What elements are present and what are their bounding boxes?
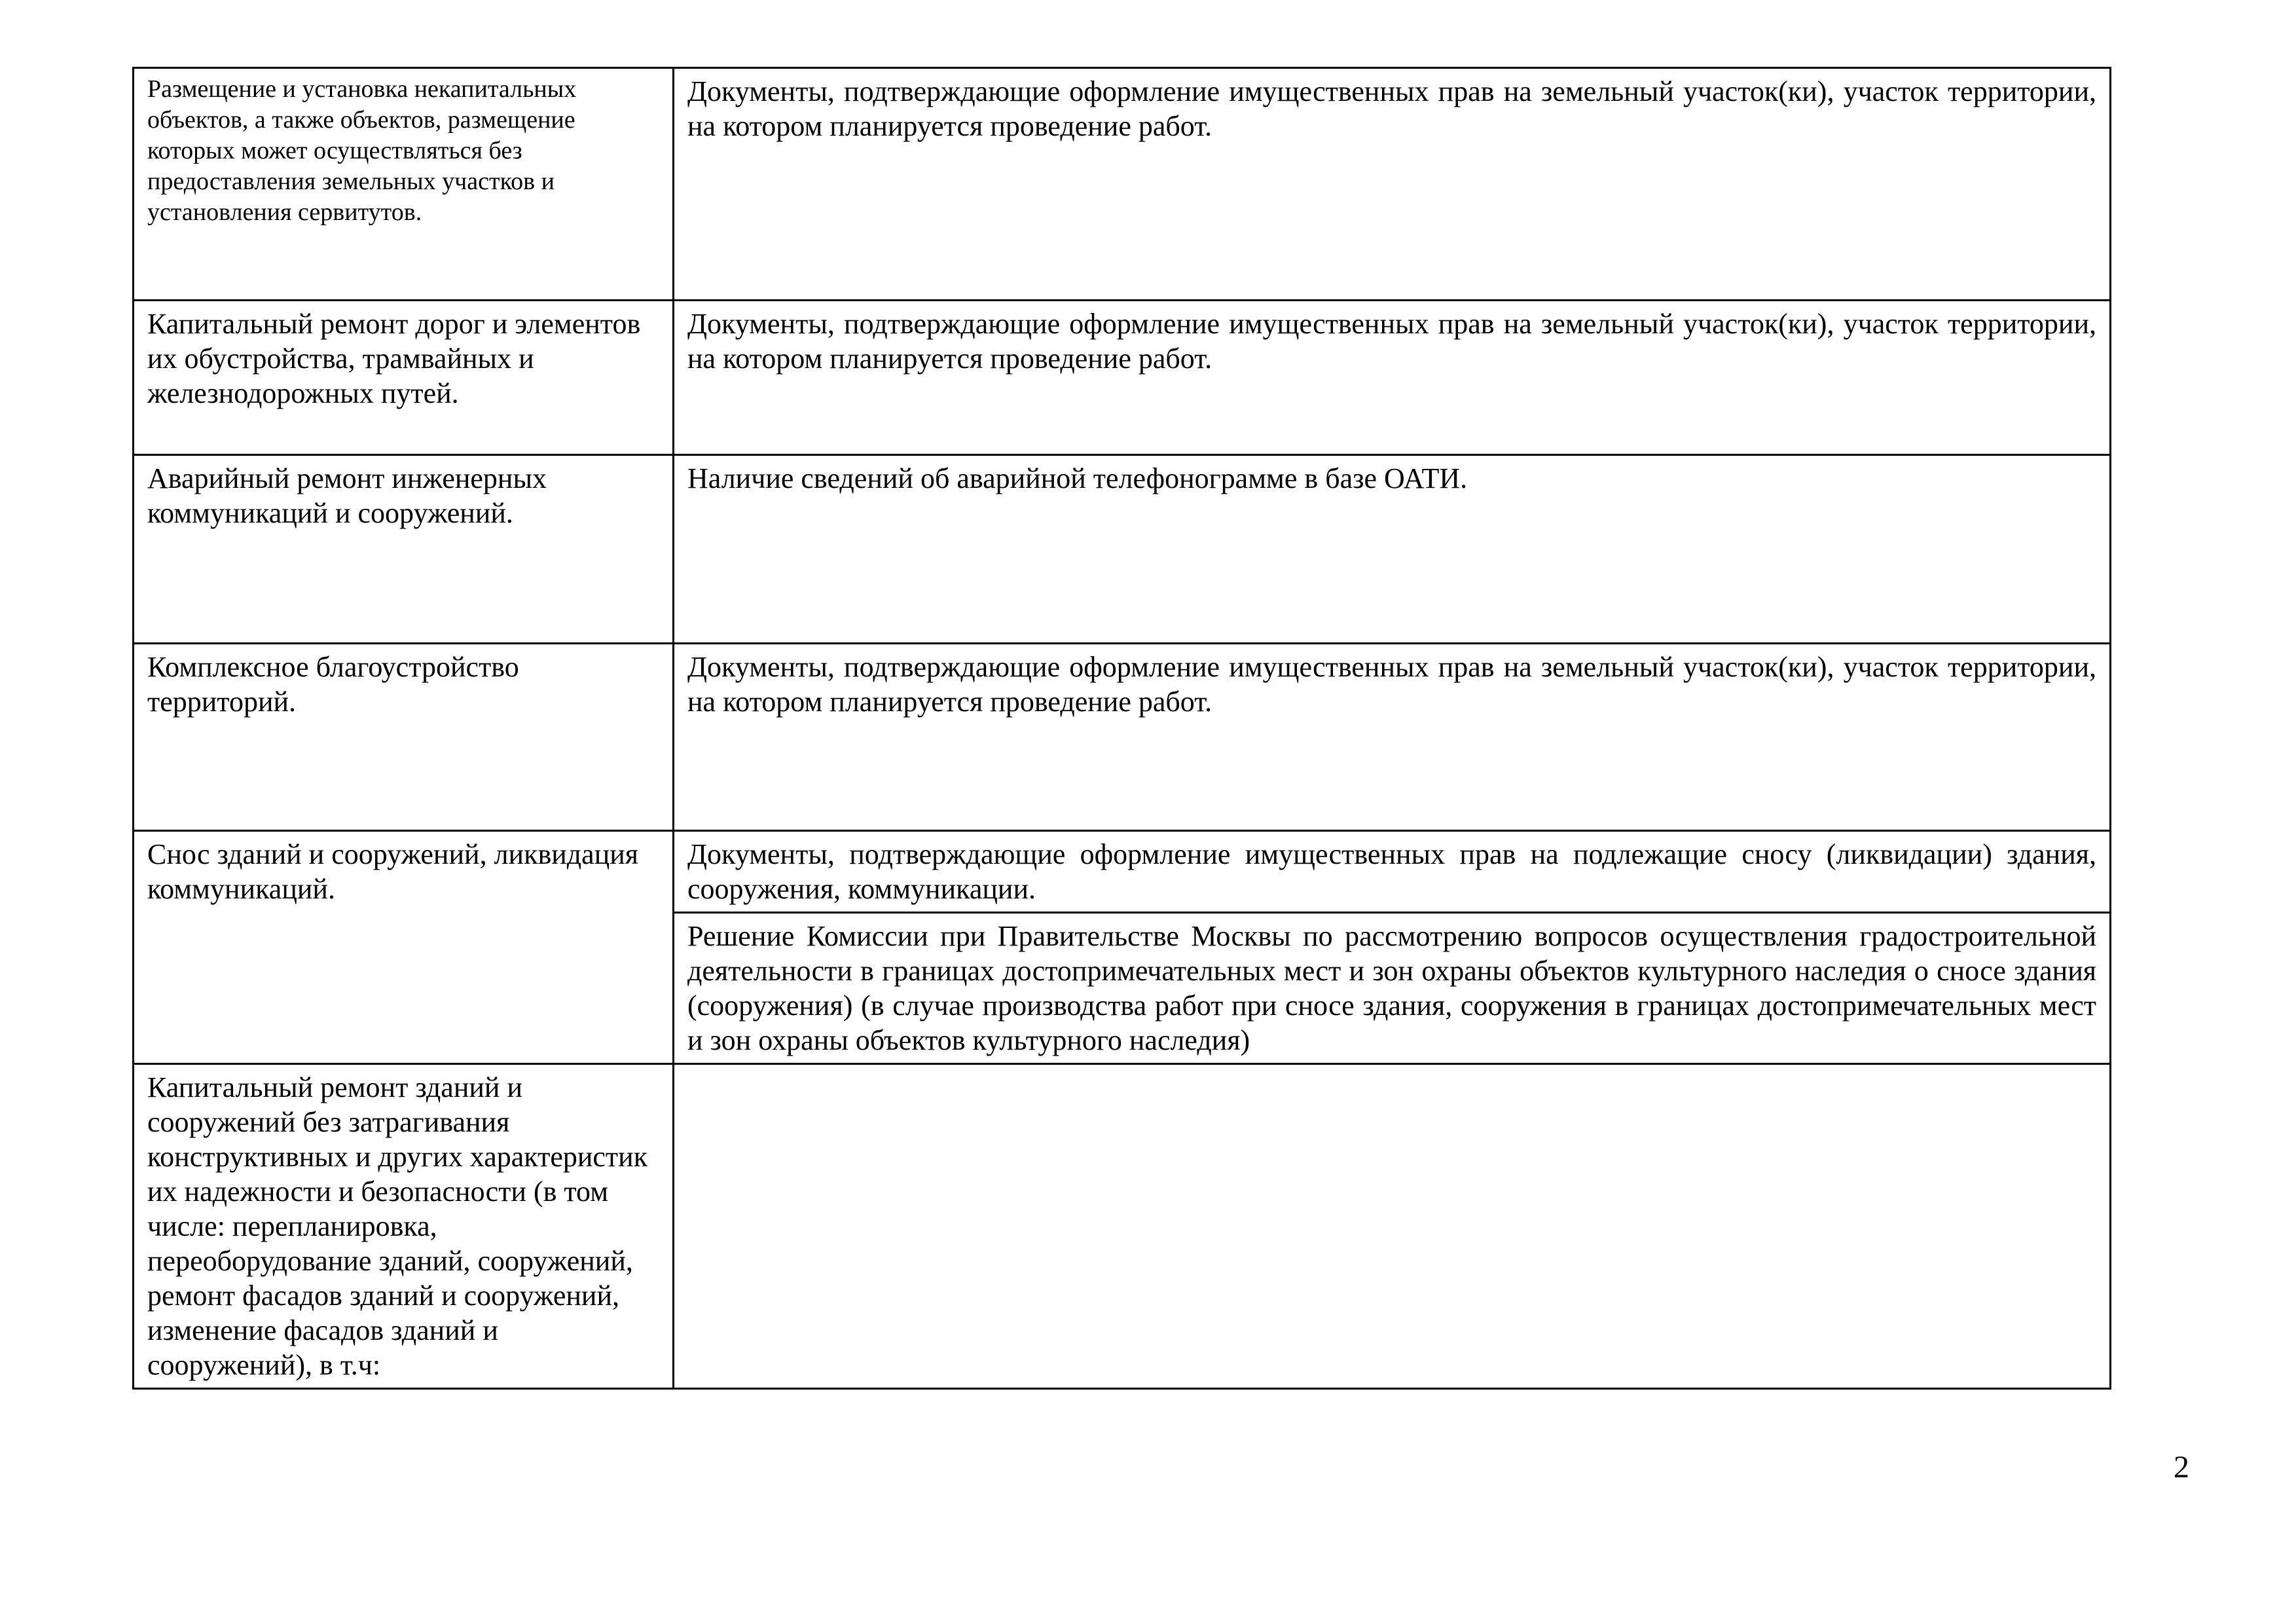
- work-type-cell: Снос зданий и сооружений, ликвидация коммуникаций.: [134, 831, 674, 1064]
- work-type-cell: Капитальный ремонт дорог и элементов их обустройства, трамвайных и железнодорожных путей.: [134, 301, 674, 455]
- work-type-cell: Размещение и установка некапитальных объектов, а также объектов, размещение которых может осуществляться без предоставления земельных участков и установления сервитутов.: [134, 68, 674, 301]
- required-documents-cell: Наличие сведений об аварийной телефонограмме в базе ОАТИ.: [674, 455, 2111, 644]
- work-type-cell: Капитальный ремонт зданий и сооружений без затрагивания конструктивных и других характеристик их надежности и безопасности (в том числе: перепланировка, переоборудование зданий, сооружений, ремонт фасадов зданий и сооружений, изменение фасадов зданий и сооружений), в т.ч:: [134, 1064, 674, 1389]
- required-documents-cell: Документы, подтверждающие оформление имущественных прав на подлежащие сносу (ликвидации) здания, сооружения, коммуникации.: [674, 831, 2111, 913]
- table-row: [134, 301, 2111, 455]
- required-documents-cell: Решение Комиссии при Правительстве Москвы по рассмотрению вопросов осуществления градостроительной деятельности в границах достопримечательных мест и зон охраны объектов культурного наследия о сносе здания (сооружения) (в случае производства работ при сносе здания, сооружения в границах достопримечательных мест и зон охраны объектов культурного наследия): [674, 913, 2111, 1064]
- table-row: [134, 644, 2111, 831]
- required-documents-cell: Документы, подтверждающие оформление имущественных прав на земельный участок(ки), участок территории, на котором планируется проведение работ.: [674, 68, 2111, 301]
- required-documents-cell: Документы, подтверждающие оформление имущественных прав на земельный участок(ки), участок территории, на котором планируется проведение работ.: [674, 301, 2111, 455]
- requirements-table: [132, 67, 2111, 1390]
- work-type-cell: Аварийный ремонт инженерных коммуникаций и сооружений.: [134, 455, 674, 644]
- table-row: [134, 455, 2111, 644]
- table-row: [134, 68, 2111, 301]
- required-documents-cell: Документы, подтверждающие оформление имущественных прав на земельный участок(ки), участок территории, на котором планируется проведение работ.: [674, 644, 2111, 831]
- table-row: [134, 1064, 2111, 1389]
- table-row: [134, 831, 2111, 913]
- required-documents-cell: [674, 1064, 2111, 1389]
- work-type-cell: Комплексное благоустройство территорий.: [134, 644, 674, 831]
- page-number: 2: [2174, 1450, 2189, 1485]
